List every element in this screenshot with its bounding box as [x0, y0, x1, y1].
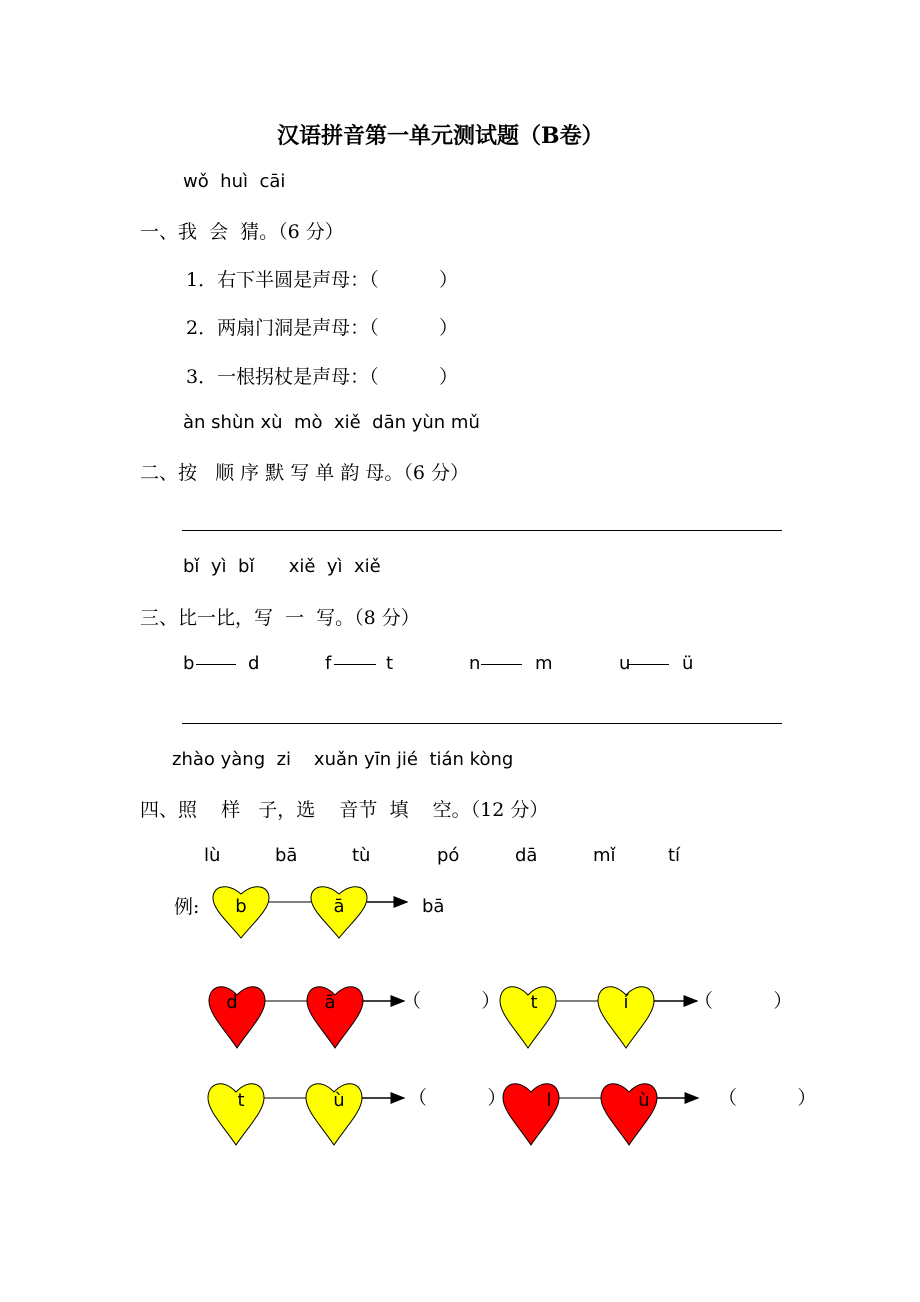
heart-shape [500, 987, 556, 1048]
page-title: 汉语拼音第一单元测试题（B卷） [277, 123, 604, 149]
answer-blank[interactable]: （ ） [408, 1087, 507, 1109]
pair-letter: d [248, 653, 260, 674]
question-3: 3．一根拐杖是声母：（ ） [186, 366, 458, 388]
option-syllable: tù [352, 845, 371, 866]
option-syllable: bā [275, 845, 298, 866]
heart-letter: b [235, 896, 247, 917]
option-syllable: lù [204, 845, 221, 866]
heart-letter: í [623, 992, 629, 1013]
section4-pinyin: zhào yàng zi xuǎn yīn jié tián kòng [172, 749, 514, 770]
section3-heading: 三、比一比，写 一 写。（8 分） [140, 607, 420, 629]
question-1: 1．右下半圆是声母：（ ） [186, 269, 458, 291]
heart-letter: ā [333, 896, 345, 917]
heart-letter: ā [324, 992, 336, 1013]
pair-letter: n [469, 653, 481, 674]
section3-pinyin: bǐ yì bǐ xiě yì xiě [183, 556, 381, 577]
answer-blank[interactable]: （ ） [402, 990, 501, 1012]
exercise-row [503, 1084, 698, 1145]
exercise-row [209, 987, 404, 1048]
option-syllable: tí [668, 845, 681, 866]
pair-letter: t [386, 653, 394, 674]
heart-letter: l [546, 1090, 552, 1111]
section2-pinyin: àn shùn xù mò xiě dān yùn mǔ [183, 412, 480, 433]
answer-blank[interactable]: （ ） [694, 990, 793, 1012]
option-syllable: dā [515, 845, 538, 866]
section4-heading: 四、照 样 子，选 音节 填 空。（12 分） [140, 799, 549, 821]
heart-letter: ù [333, 1090, 345, 1111]
heart-letter: t [237, 1090, 245, 1111]
section1-pinyin: wǒ huì cāi [183, 171, 286, 192]
pair-letter: m [535, 653, 553, 674]
section1-heading: 一、我 会 猜。（6 分） [140, 221, 344, 243]
heart-shape [208, 1084, 264, 1145]
example-row [213, 887, 444, 938]
question-2: 2．两扇门洞是声母：（ ） [186, 317, 458, 339]
section2-heading: 二、按 顺 序 默 写 单 韵 母。（6 分） [140, 462, 469, 484]
answer-blank[interactable]: （ ） [718, 1087, 817, 1109]
heart-letter: t [530, 992, 538, 1013]
pair-letter: b [183, 653, 195, 674]
pair-letter: u [619, 653, 631, 674]
option-syllable: mǐ [593, 845, 616, 866]
exercise-row [208, 1084, 404, 1145]
example-label: 例: [174, 896, 200, 918]
pair-letter: f [325, 653, 332, 674]
heart-letter: ù [638, 1090, 650, 1111]
example-result: bā [422, 896, 445, 917]
option-syllable: pó [437, 845, 460, 866]
exercise-row [500, 987, 697, 1048]
pair-letter: ü [682, 653, 694, 674]
heart-letter: d [226, 992, 238, 1013]
